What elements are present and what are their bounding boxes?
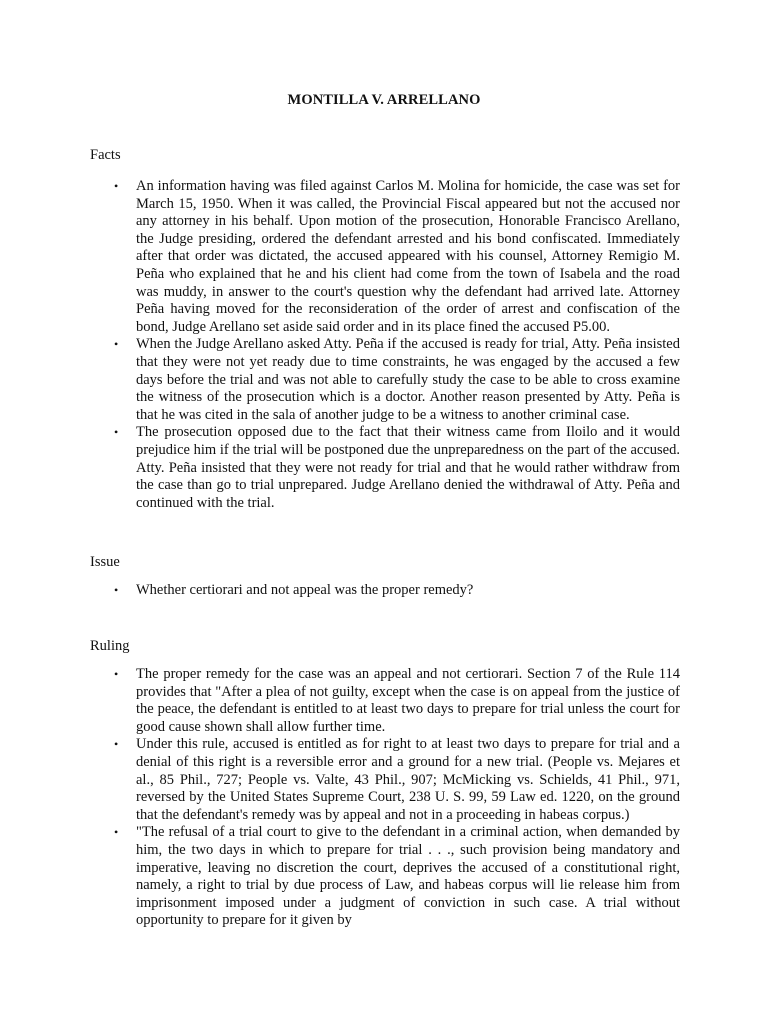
list-item — [114, 666, 680, 736]
facts-item-text: The prosecution opposed due to the fact that their witness came from Iloilo and it would prejudice him if the trial will be postponed due the unpreparedness on the part of the accused. Atty. Peña insisted that they were not ready for trial and that he would rather withdraw from the case than go to trial unprepared. Judge Arellano denied the withdrawal of Atty. Peña and continued with the trial. — [136, 424, 680, 511]
bullet-icon: • — [114, 825, 119, 840]
bullet-icon: • — [114, 337, 119, 352]
list-item — [114, 424, 680, 512]
bullet-icon: • — [114, 737, 119, 752]
ruling-list — [114, 666, 680, 930]
issue-heading: Issue — [90, 554, 120, 570]
ruling-heading: Ruling — [90, 638, 130, 654]
facts-item-text: When the Judge Arellano asked Atty. Peña if the accused is ready for trial, Atty. Peña insisted that they were not yet ready due to time constraints, he was engaged by the accused a few days before the trial and was not able to carefully study the case to be able to cross examine the witness of the prosecution which is a doctor. Another reason presented by Atty. Peña is that he was cited in the sala of another judge to be a witness to another criminal case. — [136, 336, 680, 423]
list-item — [114, 824, 680, 930]
ruling-item-text: Under this rule, accused is entitled as for right to at least two days to prepare for trial and a denial of this right is a reversible error and a ground for a new trial. (People vs. Mejares et al., 85 Phil., 727; People vs. Valte, 43 Phil., 907; McMicking vs. Schields, 41 Phil., 971, reversed by the United States Supreme Court, 238 U. S. 99, 59 Law ed. 1220, on the ground that the defendant's remedy was by appeal and not in a proceeding in habeas corpus.) — [136, 736, 680, 823]
bullet-icon: • — [114, 583, 119, 597]
facts-item-text: An information having was filed against Carlos M. Molina for homicide, the case was set for March 15, 1950. When it was called, the Provincial Fiscal appeared but not the accused nor any attorney in his behalf. Upon motion of the prosecution, Honorable Francisco Arellano, the Judge presiding, ordered the defendant arrested and his bond confiscated. Immediately after that order was dictated, the accused appeared with his counsel, Attorney Remigio M. Peña who explained that he and his client had come from the town of Isabela and the road was muddy, in answer to the court's question why the defendant had arrived late. Attorney Peña having moved for the reconsideration of the order of arrest and confiscation of the bond, Judge Arellano set aside said order and in its place fined the accused P5.00. — [136, 178, 680, 335]
bullet-icon: • — [114, 179, 119, 193]
facts-list — [114, 178, 680, 512]
ruling-item-text: The proper remedy for the case was an appeal and not certiorari. Section 7 of the Rule 114 provides that "After a plea of not guilty, except when the case is on appeal from the justice of the peace, the defendant is entitled to at least two days to prepare for trial unless the court for good cause shown shall allow further time. — [136, 666, 680, 735]
list-item — [114, 582, 680, 600]
list-item — [114, 336, 680, 424]
ruling-item-text: "The refusal of a trial court to give to the defendant in a criminal action, when demanded by him, the two days in which to prepare for trial . . ., such provision being mandatory and imperative, leaving no discretion the court, deprives the accused of a constitutional right, namely, a right to trial by due process of Law, and habeas corpus will lie release him from imprisonment imposed under a judgment of conviction in such case. A trial without opportunity to prepare for it given by — [136, 824, 680, 929]
bullet-icon: • — [114, 667, 119, 681]
bullet-icon: • — [114, 425, 119, 440]
issue-item-text: Whether certiorari and not appeal was the proper remedy? — [136, 582, 474, 598]
case-title: MONTILLA V. ARRELLANO — [287, 92, 481, 108]
issue-list — [114, 582, 680, 600]
list-item — [114, 736, 680, 824]
list-item — [114, 178, 680, 336]
facts-heading: Facts — [90, 147, 121, 163]
